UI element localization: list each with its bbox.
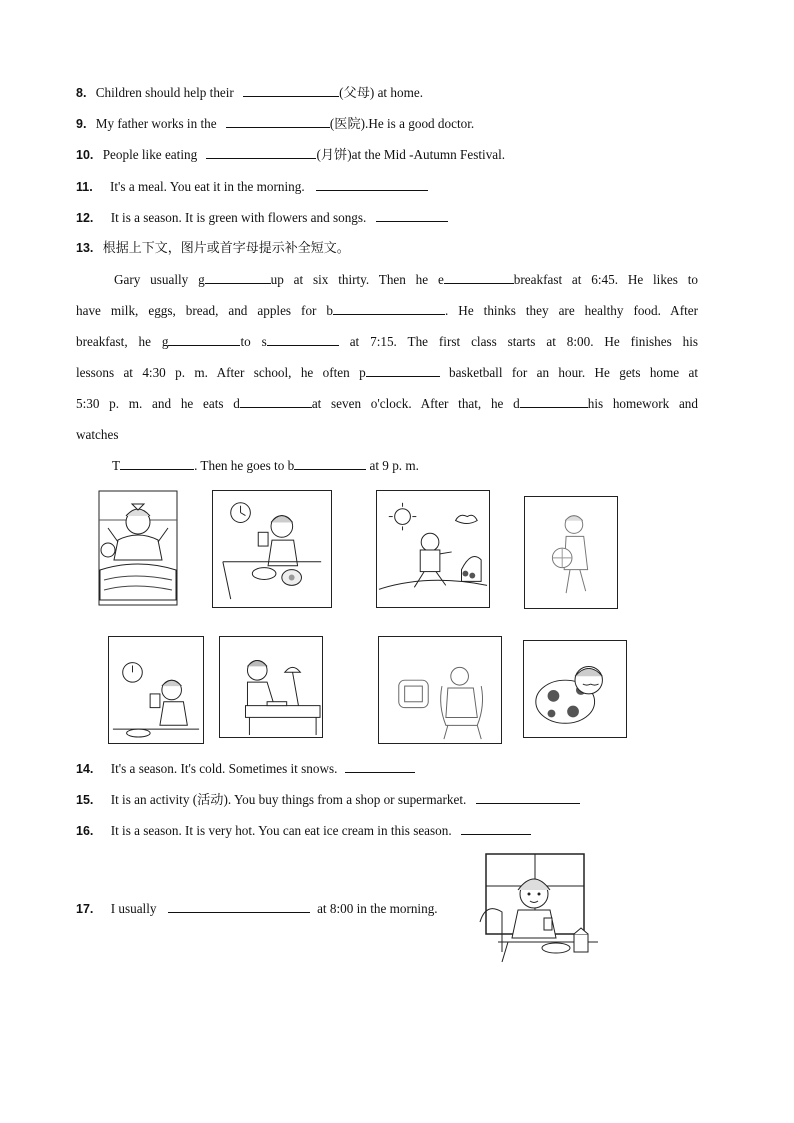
- answer-blank[interactable]: [243, 83, 339, 97]
- girl-in-bed-icon: [98, 490, 178, 606]
- question-text: My father works in the: [95, 116, 217, 131]
- answer-blank[interactable]: [206, 145, 316, 159]
- boy-having-breakfast-icon: [478, 852, 600, 964]
- question-number: 8.: [76, 86, 87, 100]
- answer-blank[interactable]: [168, 332, 240, 346]
- answer-blank[interactable]: [444, 270, 514, 284]
- question-text: It is a season. It is very hot. You can eat ice cream in this season.: [110, 823, 452, 838]
- question-17: [76, 899, 438, 918]
- passage-line: T . Then he goes to b at 9 p. m.: [112, 458, 419, 473]
- answer-blank[interactable]: [520, 394, 588, 408]
- question-8: [76, 83, 423, 102]
- question-number: 12.: [76, 211, 94, 225]
- passage-line: Gary usually g up at six thirty. Then he e breakfast at 6:45. He likes to: [114, 272, 698, 287]
- question-text: Children should help their: [95, 85, 234, 100]
- question-number: 14.: [76, 762, 94, 776]
- picture-breakfast: [212, 490, 332, 608]
- answer-blank[interactable]: [120, 456, 194, 470]
- answer-blank[interactable]: [267, 332, 339, 346]
- question-12: [76, 208, 448, 227]
- question-text: It is an activity (活动). You buy things from a shop or supermarket.: [110, 792, 467, 807]
- boy-sleeping-icon: [524, 641, 626, 737]
- question-text: People like eating: [102, 147, 198, 162]
- picture-have-dinner: [108, 636, 204, 744]
- boy-walking-to-school-icon: [377, 491, 489, 607]
- boy-with-basketball-icon: [525, 497, 617, 608]
- question-hint: (月饼)at the Mid -Autumn Festival.: [316, 147, 506, 162]
- boy-watching-tv-icon: [379, 637, 501, 743]
- question-text: It's a meal. You eat it in the morning.: [109, 179, 305, 194]
- question-16: [76, 821, 531, 840]
- answer-blank[interactable]: [205, 270, 271, 284]
- answer-blank[interactable]: [461, 821, 531, 835]
- picture-do-homework: [219, 636, 323, 738]
- answer-blank[interactable]: [333, 301, 445, 315]
- answer-blank[interactable]: [316, 177, 428, 191]
- question-9: [76, 114, 474, 133]
- passage-line: lessons at 4:30 p. m. After school, he often p basketball for an hour. He gets home at: [76, 365, 699, 380]
- question-text: I usually: [110, 901, 157, 916]
- answer-blank[interactable]: [366, 363, 440, 377]
- question-number: 13.: [76, 241, 94, 255]
- passage-line: watches: [76, 427, 119, 442]
- picture-q17-breakfast: [478, 852, 600, 964]
- passage-line: breakfast, he g to s at 7:15. The first class starts at 8:00. He finishes his: [76, 334, 699, 349]
- answer-blank[interactable]: [226, 114, 330, 128]
- answer-blank[interactable]: [376, 208, 448, 222]
- question-10: [76, 145, 505, 164]
- answer-blank[interactable]: [476, 790, 580, 804]
- question-13: [76, 239, 350, 258]
- answer-blank[interactable]: [345, 759, 415, 773]
- question-number: 9.: [76, 117, 87, 131]
- question-number: 11.: [76, 180, 93, 194]
- question-text: at 8:00 in the morning.: [317, 901, 438, 916]
- boy-eating-dinner-icon: [109, 637, 203, 743]
- question-number: 17.: [76, 902, 94, 916]
- picture-watch-tv: [378, 636, 502, 744]
- boy-at-desk-icon: [220, 637, 322, 737]
- question-instruction: 根据上下文，图片或首字母提示补全短文。: [102, 241, 350, 256]
- question-14: [76, 759, 415, 778]
- passage-line: have milk, eggs, bread, and apples for b . He thinks they are healthy food. After: [76, 303, 698, 318]
- picture-go-to-bed: [523, 640, 627, 738]
- question-number: 16.: [76, 824, 94, 838]
- question-number: 10.: [76, 148, 94, 162]
- boy-eating-breakfast-icon: [213, 491, 331, 607]
- question-hint: (父母) at home.: [339, 85, 423, 100]
- answer-blank[interactable]: [168, 899, 310, 913]
- question-number: 15.: [76, 793, 94, 807]
- picture-go-to-school: [376, 490, 490, 608]
- question-text: It is a season. It is green with flowers and songs.: [110, 210, 367, 225]
- picture-get-up: [98, 490, 178, 606]
- question-hint: (医院).He is a good doctor.: [329, 116, 475, 131]
- answer-blank[interactable]: [240, 394, 312, 408]
- answer-blank[interactable]: [294, 456, 366, 470]
- passage-line: 5:30 p. m. and he eats d at seven o'clock. After that, he d his homework and: [76, 396, 698, 411]
- question-15: [76, 790, 580, 809]
- question-11: [76, 177, 428, 196]
- cloze-passage: [76, 264, 698, 481]
- picture-play-basketball: [524, 496, 618, 609]
- question-text: It's a season. It's cold. Sometimes it snows.: [110, 761, 338, 776]
